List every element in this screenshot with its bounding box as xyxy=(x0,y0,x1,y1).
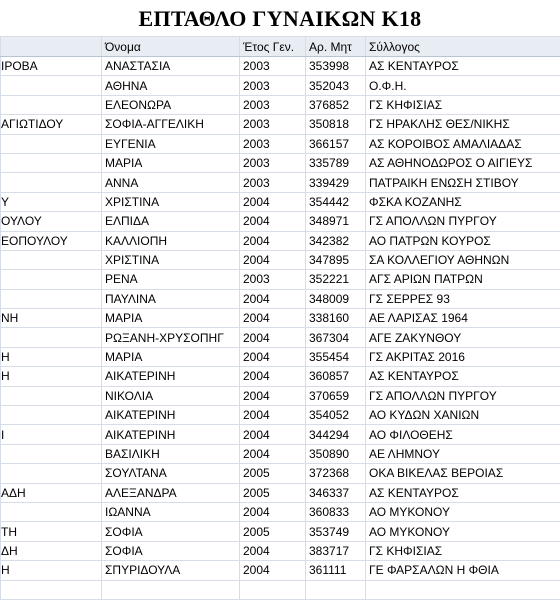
table-row xyxy=(1,347,560,366)
surname-cell[interactable] xyxy=(1,231,102,250)
surname-cell[interactable] xyxy=(1,309,102,328)
club-cell[interactable]: ΓΣ ΑΠΟΛΛΩΝ ΠΥΡΓΟΥ xyxy=(366,212,560,231)
registration-number-cell[interactable]: 353749 xyxy=(306,522,366,541)
birth-year-cell[interactable]: 2004 xyxy=(240,289,306,308)
club-cell[interactable]: ΦΣΚΑ ΚΟΖΑΝΗΣ xyxy=(366,192,560,211)
table-row xyxy=(1,212,560,231)
club-cell[interactable]: ΑΟ ΜΥΚΟΝΟΥ xyxy=(366,522,560,541)
table-row xyxy=(1,153,560,172)
table-row xyxy=(1,328,560,347)
birth-year-cell[interactable]: 2003 xyxy=(240,153,306,172)
birth-year-cell[interactable]: 2004 xyxy=(240,425,306,444)
birth-year-cell[interactable]: 2004 xyxy=(240,502,306,521)
registration-number-cell[interactable]: 366157 xyxy=(306,134,366,153)
club-cell[interactable]: ΠΑΤΡΑΙΚΗ ΕΝΩΣΗ ΣΤΙΒΟΥ xyxy=(366,173,560,192)
club-cell[interactable]: ΓΣ ΣΕΡΡΕΣ 93 xyxy=(366,289,560,308)
table-row xyxy=(1,95,560,114)
name-cell[interactable]: ΧΡΙΣΤΙΝΑ xyxy=(102,250,240,269)
club-cell[interactable]: ΑΓΣ ΑΡΙΩΝ ΠΑΤΡΩΝ xyxy=(366,270,560,289)
table-row xyxy=(1,386,560,405)
header-row xyxy=(1,37,560,57)
surname-text: ΕΟΠΟΥΛΟΥ xyxy=(1,233,68,248)
surname-text: Η xyxy=(1,369,10,384)
registration-number-cell[interactable]: 383717 xyxy=(306,541,366,560)
surname-cell[interactable] xyxy=(1,289,102,308)
name-cell[interactable]: ΑΙΚΑΤΕΡΙΝΗ xyxy=(102,367,240,386)
registration-number-cell[interactable]: 347895 xyxy=(306,250,366,269)
table-row xyxy=(1,444,560,463)
club-cell[interactable]: ΓΣ ΑΚΡΙΤΑΣ 2016 xyxy=(366,347,560,366)
club-cell[interactable]: ΑΣ ΚΕΝΤΑΥΡΟΣ xyxy=(366,367,560,386)
column-header-registration-number[interactable]: Αρ. Μητ xyxy=(306,37,366,57)
registration-number-cell[interactable]: 338160 xyxy=(306,309,366,328)
registration-number-cell[interactable]: 355454 xyxy=(306,347,366,366)
table-row xyxy=(1,231,560,250)
surname-cell[interactable] xyxy=(1,173,102,192)
surname-text: ΟΥΛΟΥ xyxy=(1,214,42,229)
table-row xyxy=(1,406,560,425)
table-row xyxy=(1,76,560,95)
surname-cell[interactable] xyxy=(1,425,102,444)
surname-cell[interactable] xyxy=(1,153,102,172)
registration-number-cell[interactable]: 372368 xyxy=(306,464,366,483)
surname-text: Ι xyxy=(1,427,5,442)
club-cell[interactable]: ΑΟ ΦΙΛΟΘΕΗΣ xyxy=(366,425,560,444)
birth-year-cell[interactable]: 2003 xyxy=(240,57,306,76)
registration-number-cell[interactable]: 354052 xyxy=(306,406,366,425)
registration-number-cell[interactable]: 361111 xyxy=(306,561,366,580)
birth-year-cell[interactable]: 2005 xyxy=(240,483,306,502)
club-cell[interactable]: ΑΣ ΚΕΝΤΑΥΡΟΣ xyxy=(366,57,560,76)
registration-number-cell[interactable] xyxy=(306,580,366,599)
surname-cell[interactable] xyxy=(1,115,102,134)
name-cell[interactable]: ΣΟΦΙΑ xyxy=(102,541,240,560)
name-cell[interactable]: ΠΑΥΛΙΝΑ xyxy=(102,289,240,308)
table-row xyxy=(1,425,560,444)
table-row xyxy=(1,502,560,521)
birth-year-cell[interactable]: 2004 xyxy=(240,347,306,366)
name-cell[interactable]: ΝΙΚΟΛΙΑ xyxy=(102,386,240,405)
surname-cell[interactable] xyxy=(1,76,102,95)
birth-year-cell[interactable]: 2004 xyxy=(240,561,306,580)
club-cell[interactable]: ΑΓΕ ΖΑΚΥΝΘΟΥ xyxy=(366,328,560,347)
surname-text: ΝΗ xyxy=(1,311,19,326)
table-row xyxy=(1,367,560,386)
birth-year-cell[interactable]: 2004 xyxy=(240,328,306,347)
surname-text: ΑΔΗ xyxy=(1,485,26,500)
table-row xyxy=(1,464,560,483)
birth-year-cell[interactable]: 2005 xyxy=(240,464,306,483)
surname-text: ΑΓΙΩΤΙΔΟΥ xyxy=(1,117,64,132)
table-row xyxy=(1,541,560,560)
surname-cell[interactable] xyxy=(1,580,102,599)
surname-text: Η xyxy=(1,350,10,365)
surname-cell[interactable] xyxy=(1,561,102,580)
birth-year-cell[interactable]: 2003 xyxy=(240,115,306,134)
table-row xyxy=(1,57,560,76)
surname-cell[interactable] xyxy=(1,57,102,76)
name-cell[interactable]: ΜΑΡΙΑ xyxy=(102,347,240,366)
surname-cell[interactable] xyxy=(1,502,102,521)
surname-text: ΙΡΟΒΑ xyxy=(1,59,38,74)
name-cell[interactable]: ΧΡΙΣΤΙΝΑ xyxy=(102,192,240,211)
birth-year-cell[interactable]: 2004 xyxy=(240,386,306,405)
surname-cell[interactable] xyxy=(1,367,102,386)
column-header-club[interactable]: Σύλλογος xyxy=(366,37,560,57)
club-cell[interactable]: ΑΕ ΛΑΡΙΣΑΣ 1964 xyxy=(366,309,560,328)
club-cell[interactable]: ΟΚΑ ΒΙΚΕΛΑΣ ΒΕΡΟΙΑΣ xyxy=(366,464,560,483)
club-cell[interactable]: ΑΣ ΑΘΗΝΟΔΩΡΟΣ Ο ΑΙΓΙΕΥΣ xyxy=(366,153,560,172)
registration-number-cell[interactable]: 348009 xyxy=(306,289,366,308)
birth-year-cell[interactable]: 2003 xyxy=(240,270,306,289)
club-cell[interactable] xyxy=(366,580,560,599)
registration-number-cell[interactable]: 344294 xyxy=(306,425,366,444)
surname-cell[interactable] xyxy=(1,250,102,269)
registration-number-cell[interactable]: 367304 xyxy=(306,328,366,347)
birth-year-cell[interactable]: 2004 xyxy=(240,406,306,425)
registration-number-cell[interactable]: 352043 xyxy=(306,76,366,95)
name-cell[interactable]: ΣΠΥΡΙΔΟΥΛΑ xyxy=(102,561,240,580)
table-row xyxy=(1,270,560,289)
birth-year-cell[interactable]: 2003 xyxy=(240,76,306,95)
column-header-name[interactable]: Όνομα xyxy=(102,37,240,57)
table-row xyxy=(1,580,560,599)
name-cell[interactable]: ΑΙΚΑΤΕΡΙΝΗ xyxy=(102,406,240,425)
registration-number-cell[interactable]: 335789 xyxy=(306,153,366,172)
birth-year-cell[interactable]: 2004 xyxy=(240,541,306,560)
name-cell[interactable]: ΣΟΦΙΑ xyxy=(102,522,240,541)
registration-number-cell[interactable]: 350818 xyxy=(306,115,366,134)
name-cell[interactable]: ΕΥΓΕΝΙΑ xyxy=(102,134,240,153)
name-cell[interactable]: ΙΩΑΝΝΑ xyxy=(102,502,240,521)
club-cell[interactable]: ΑΟ ΠΑΤΡΩΝ ΚΟΥΡΟΣ xyxy=(366,231,560,250)
birth-year-cell[interactable]: 2004 xyxy=(240,250,306,269)
registration-number-cell[interactable]: 353998 xyxy=(306,57,366,76)
club-cell[interactable]: ΑΟ ΜΥΚΟΝΟΥ xyxy=(366,502,560,521)
table-row xyxy=(1,250,560,269)
surname-cell[interactable] xyxy=(1,444,102,463)
name-cell[interactable]: ΕΛΕΟΝΩΡΑ xyxy=(102,95,240,114)
surname-text: ΔΗ xyxy=(1,543,18,558)
surname-cell[interactable] xyxy=(1,134,102,153)
name-cell[interactable]: ΒΑΣΙΛΙΚΗ xyxy=(102,444,240,463)
birth-year-cell[interactable]: 2005 xyxy=(240,522,306,541)
surname-cell[interactable] xyxy=(1,95,102,114)
club-cell[interactable]: ΑΕ ΛΗΜΝΟΥ xyxy=(366,444,560,463)
birth-year-cell[interactable] xyxy=(240,580,306,599)
birth-year-cell[interactable]: 2004 xyxy=(240,192,306,211)
table-row xyxy=(1,561,560,580)
table-row xyxy=(1,289,560,308)
surname-cell[interactable] xyxy=(1,347,102,366)
name-cell[interactable]: ΕΛΠΙΔΑ xyxy=(102,212,240,231)
birth-year-cell[interactable]: 2004 xyxy=(240,367,306,386)
column-header-birth-year[interactable]: Έτος Γεν. xyxy=(240,37,306,57)
surname-cell[interactable] xyxy=(1,483,102,502)
birth-year-cell[interactable]: 2003 xyxy=(240,173,306,192)
birth-year-cell[interactable]: 2004 xyxy=(240,309,306,328)
name-cell[interactable] xyxy=(102,580,240,599)
club-cell[interactable]: ΣΑ ΚΟΛΛΕΓΙΟΥ ΑΘΗΝΩΝ xyxy=(366,250,560,269)
table-row xyxy=(1,522,560,541)
registration-number-cell[interactable]: 360857 xyxy=(306,367,366,386)
name-cell[interactable]: ΚΑΛΛΙΟΠΗ xyxy=(102,231,240,250)
club-cell[interactable]: ΓΣ ΚΗΦΙΣΙΑΣ xyxy=(366,95,560,114)
athletes-table xyxy=(0,36,560,600)
surname-cell[interactable] xyxy=(1,270,102,289)
registration-number-cell[interactable]: 352221 xyxy=(306,270,366,289)
name-cell[interactable]: ΑΛΕΞΑΝΔΡΑ xyxy=(102,483,240,502)
surname-cell[interactable] xyxy=(1,406,102,425)
club-cell[interactable]: ΑΣ ΚΟΡΟΙΒΟΣ ΑΜΑΛΙΑΔΑΣ xyxy=(366,134,560,153)
surname-cell[interactable] xyxy=(1,212,102,231)
table-row xyxy=(1,309,560,328)
name-cell[interactable]: ΑΝΝΑ xyxy=(102,173,240,192)
surname-cell[interactable] xyxy=(1,192,102,211)
club-cell[interactable]: ΓΣ ΚΗΦΙΣΙΑΣ xyxy=(366,541,560,560)
surname-cell[interactable] xyxy=(1,522,102,541)
birth-year-cell[interactable]: 2003 xyxy=(240,95,306,114)
birth-year-cell[interactable]: 2004 xyxy=(240,444,306,463)
page-title: ΕΠΤΑΘΛΟ ΓΥΝΑΙΚΩΝ Κ18 xyxy=(138,6,422,31)
name-cell[interactable]: ΜΑΡΙΑ xyxy=(102,153,240,172)
surname-text: ΤΗ xyxy=(1,524,17,539)
table-row xyxy=(1,483,560,502)
birth-year-cell[interactable]: 2004 xyxy=(240,212,306,231)
birth-year-cell[interactable]: 2003 xyxy=(240,134,306,153)
name-cell[interactable]: ΑΙΚΑΤΕΡΙΝΗ xyxy=(102,425,240,444)
club-cell[interactable]: ΑΣ ΚΕΝΤΑΥΡΟΣ xyxy=(366,483,560,502)
registration-number-cell[interactable]: 346337 xyxy=(306,483,366,502)
registration-number-cell[interactable]: 339429 xyxy=(306,173,366,192)
name-cell[interactable]: ΜΑΡΙΑ xyxy=(102,309,240,328)
table-row xyxy=(1,115,560,134)
registration-number-cell[interactable]: 354442 xyxy=(306,192,366,211)
name-cell[interactable]: ΑΘΗΝΑ xyxy=(102,76,240,95)
surname-cell[interactable] xyxy=(1,386,102,405)
club-cell[interactable]: Ο.Φ.Η. xyxy=(366,76,560,95)
registration-number-cell[interactable]: 342382 xyxy=(306,231,366,250)
column-header-surname[interactable] xyxy=(1,37,102,57)
club-cell[interactable]: ΓΣ ΗΡΑΚΛΗΣ ΘΕΣ/ΝΙΚΗΣ xyxy=(366,115,560,134)
surname-cell[interactable] xyxy=(1,328,102,347)
surname-text: Η xyxy=(1,563,10,578)
club-cell[interactable]: ΓΣ ΑΠΟΛΛΩΝ ΠΥΡΓΟΥ xyxy=(366,386,560,405)
table-row xyxy=(1,192,560,211)
registration-number-cell[interactable]: 370659 xyxy=(306,386,366,405)
surname-cell[interactable] xyxy=(1,464,102,483)
club-cell[interactable]: ΓΕ ΦΑΡΣΑΛΩΝ Η ΦΘΙΑ xyxy=(366,561,560,580)
birth-year-cell[interactable]: 2004 xyxy=(240,231,306,250)
name-cell[interactable]: ΑΝΑΣΤΑΣΙΑ xyxy=(102,57,240,76)
club-cell[interactable]: ΑΟ ΚΥΔΩΝ ΧΑΝΙΩΝ xyxy=(366,406,560,425)
surname-cell[interactable] xyxy=(1,541,102,560)
registration-number-cell[interactable]: 350890 xyxy=(306,444,366,463)
name-cell[interactable]: ΣΟΥΛΤΑΝΑ xyxy=(102,464,240,483)
name-cell[interactable]: ΣΟΦΙΑ-ΑΓΓΕΛΙΚΗ xyxy=(102,115,240,134)
registration-number-cell[interactable]: 348971 xyxy=(306,212,366,231)
name-cell[interactable]: ΡΕΝΑ xyxy=(102,270,240,289)
surname-text: Υ xyxy=(1,194,10,209)
table-row xyxy=(1,134,560,153)
table-row xyxy=(1,173,560,192)
registration-number-cell[interactable]: 376852 xyxy=(306,95,366,114)
registration-number-cell[interactable]: 360833 xyxy=(306,502,366,521)
name-cell[interactable]: ΡΩΞΑΝΗ-ΧΡΥΣΟΠΗΓ xyxy=(102,328,240,347)
